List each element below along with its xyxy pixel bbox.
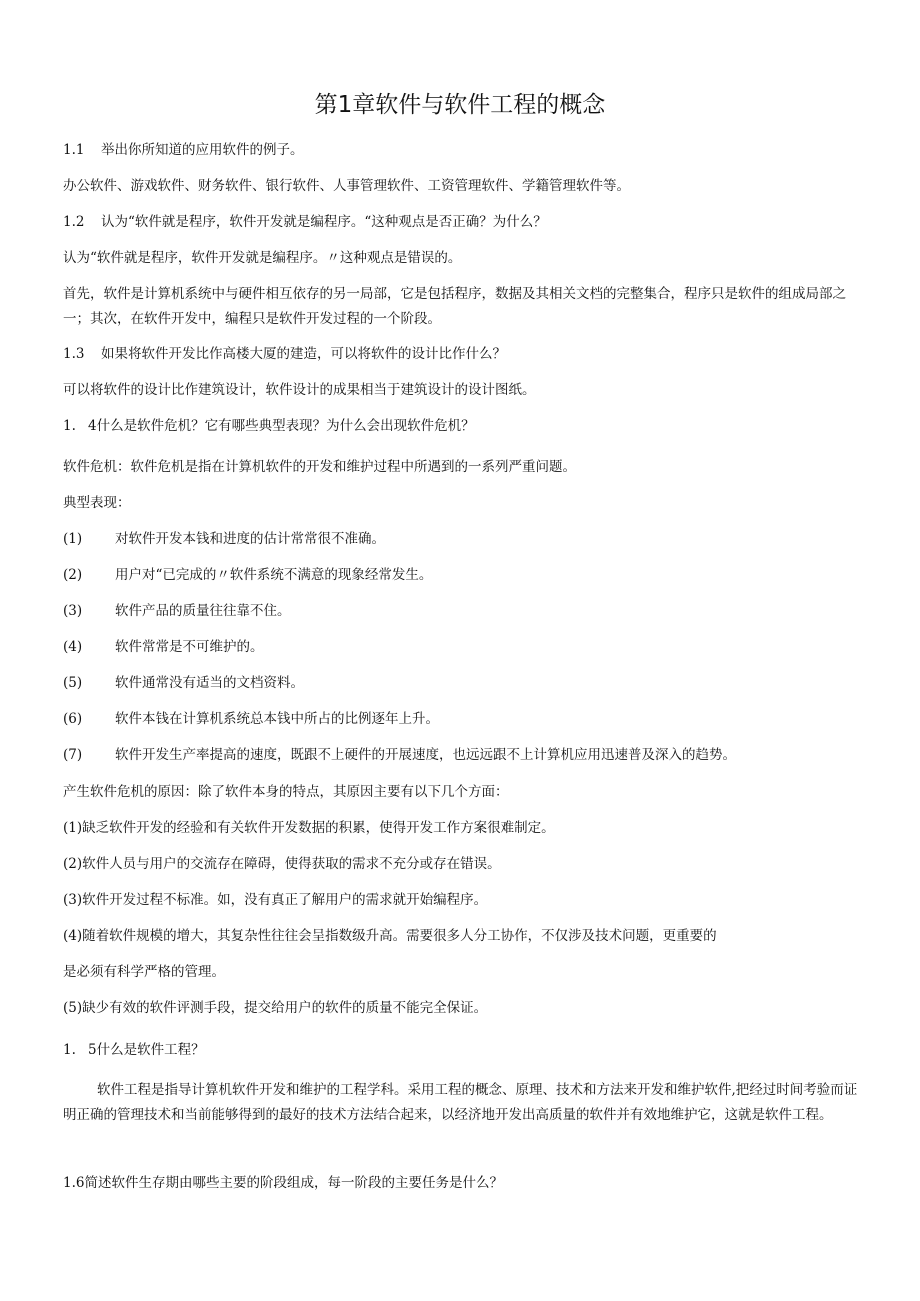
item-text: 软件产品的质量往往靠不住。: [115, 603, 291, 619]
item-number: (5): [63, 675, 83, 691]
causes-label: 产生软件危机的原因：除了软件本身的特点，其原因主要有以下几个方面：: [63, 784, 509, 800]
question-number: 1.: [63, 418, 76, 434]
answer-1-2-b: 首先，软件是计算机系统中与硬件相互依存的另一局部，它是包括程序，数据及其相关文档的完整集合，程序只是软件的组成局部之一；其次，在软件开发中，编程只是软件开发过程的一个阶段。: [63, 286, 846, 327]
item-number: (2): [63, 567, 83, 583]
item-number: (6): [63, 711, 83, 727]
question-text: 5什么是软件工程？: [88, 1042, 205, 1058]
item-text: 软件开发生产率提高的速度，既跟不上硬件的开展速度，也远远跟不上计算机应用迅速普及深入的趋势。: [115, 747, 736, 763]
typical-item: [63, 602, 863, 620]
item-text: 用户对“已完成的〃软件系统不满意的现象经常发生。: [115, 567, 433, 583]
question-text: 举出你所知道的应用软件的例子。: [101, 142, 304, 158]
item-number: (3): [63, 603, 83, 619]
cause-item: (3)软件开发过程不标准。如，没有真正了解用户的需求就开始编程序。: [63, 892, 488, 908]
item-text: 软件常常是不可维护的。: [115, 639, 264, 655]
cause-item: 是必须有科学严格的管理。: [63, 964, 225, 980]
question-text: 如果将软件开发比作高楼大厦的建造，可以将软件的设计比作什么？: [101, 346, 506, 362]
item-text: 对软件开发本钱和进度的估计常常很不准确。: [115, 531, 385, 547]
typical-item: [63, 638, 863, 656]
cause-item: (2)软件人员与用户的交流存在障碍，使得获取的需求不充分或存在错误。: [63, 856, 501, 872]
question-number: 1.: [63, 1042, 76, 1058]
question-number: 1.2: [63, 214, 85, 230]
question-1-4: [63, 417, 863, 435]
question-number: 1.1: [63, 142, 85, 158]
question-1-5: [63, 1041, 863, 1059]
question-text: 4什么是软件危机？它有哪些典型表现？为什么会出现软件危机？: [88, 418, 475, 434]
question-text: 认为“软件就是程序，软件开发就是编程序。“这种观点是否正确？为什么？: [101, 214, 547, 230]
answer-1-1: 办公软件、游戏软件、财务软件、银行软件、人事管理软件、工资管理软件、学籍管理软件等。: [63, 178, 630, 194]
typical-item: [63, 566, 863, 584]
item-number: (1): [63, 531, 83, 547]
typical-label: 典型表现：: [63, 495, 131, 511]
answer-1-5: 软件工程是指导计算机软件开发和维护的工程学科。采用工程的概念、原理、技术和方法来开发和维护软件,把经过时间考验而证明正确的管理技术和当前能够得到的最好的技术方法结合起来，以经济地开发出高质量的软件并有效地维护它，这就是软件工程。: [63, 1082, 858, 1123]
item-text: 软件本钱在计算机系统总本钱中所占的比例逐年上升。: [115, 711, 439, 727]
question-1-6: 1.6简述软件生存期由哪些主要的阶段组成，每一阶段的主要任务是什么？: [63, 1175, 503, 1191]
item-number: (4): [63, 639, 83, 655]
crisis-definition: 软件危机：软件危机是指在计算机软件的开发和维护过程中所遇到的一系列严重问题。: [63, 459, 576, 475]
typical-item: [63, 530, 863, 548]
question-1-3: [63, 345, 863, 363]
typical-item: [63, 746, 863, 764]
typical-item: [63, 710, 863, 728]
item-number: (7): [63, 747, 83, 763]
cause-item: (1)缺乏软件开发的经验和有关软件开发数据的积累，使得开发工作方案很难制定。: [63, 820, 555, 836]
question-1-1: [63, 141, 863, 159]
question-1-2: [63, 213, 863, 231]
answer-1-2-a: 认为“软件就是程序，软件开发就是编程序。〃这种观点是错误的。: [63, 250, 462, 266]
typical-item: [63, 674, 863, 692]
item-text: 软件通常没有适当的文档资料。: [115, 675, 304, 691]
cause-item: (5)缺少有效的软件评测手段，提交给用户的软件的质量不能完全保证。: [63, 1000, 488, 1016]
cause-item: (4)随着软件规模的增大，其复杂性往往会呈指数级升高。需要很多人分工协作，不仅涉及技术问题，更重要的: [63, 928, 717, 944]
question-number: 1.3: [63, 346, 85, 362]
page-title: 第1章软件与软件工程的概念: [314, 92, 606, 118]
answer-1-3: 可以将软件的设计比作建筑设计，软件设计的成果相当于建筑设计的设计图纸。: [63, 382, 536, 398]
